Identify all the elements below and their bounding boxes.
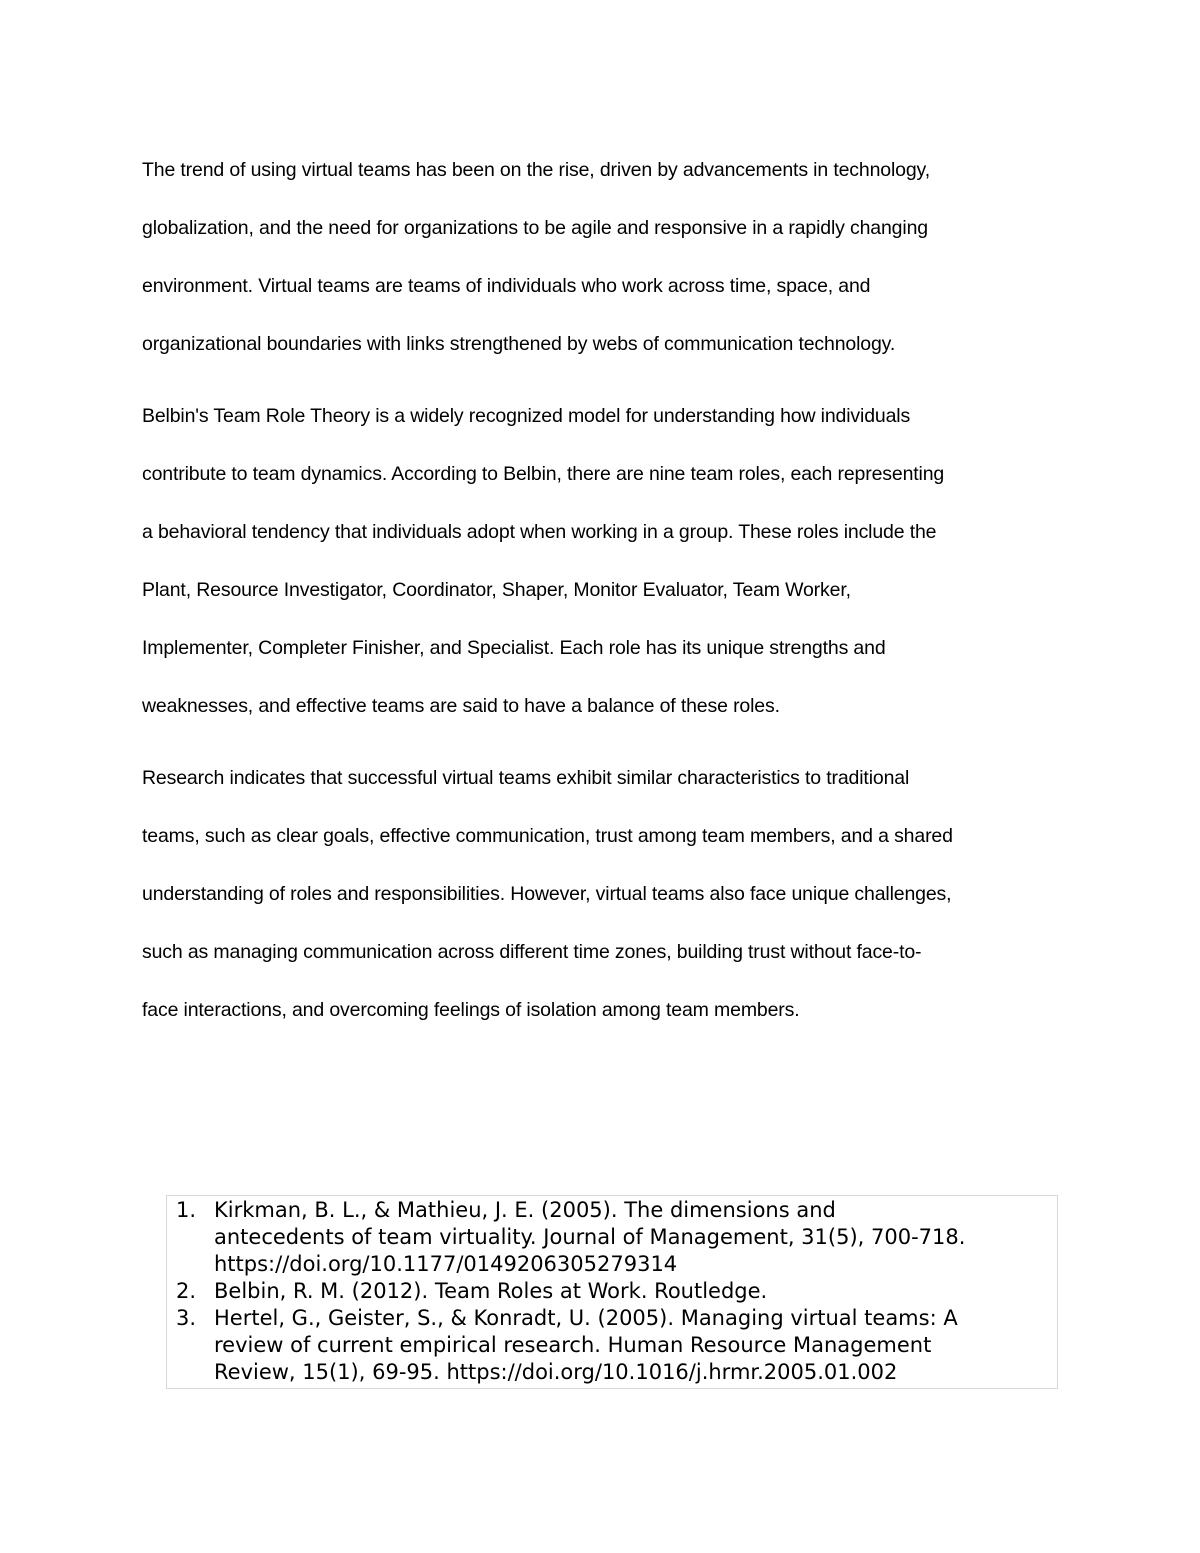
reference-number: 3. (176, 1306, 197, 1330)
text-line: contribute to team dynamics. According to Belbin, there are nine team roles, each representing (142, 463, 945, 485)
paragraph-gap (142, 373, 1072, 387)
text-line: a behavioral tendency that individuals adopt when working in a group. These roles include the (142, 521, 937, 543)
paragraph-research (142, 749, 1072, 1039)
text-line: understanding of roles and responsibilities. However, virtual teams also face unique challenges, (142, 883, 952, 905)
body-text (142, 141, 1072, 1039)
text-line: such as managing communication across different time zones, building trust without face-to- (142, 941, 922, 963)
text-line: Research indicates that successful virtual teams exhibit similar characteristics to traditional (142, 767, 910, 789)
text-line: The trend of using virtual teams has been on the rise, driven by advancements in technology, (142, 159, 930, 181)
paragraph-gap (142, 735, 1072, 749)
reference-text: Belbin, R. M. (2012). Team Roles at Work. Routledge. (214, 1279, 768, 1303)
reference-text: Review, 15(1), 69-95. https://doi.org/10.1016/j.hrmr.2005.01.002 (214, 1360, 898, 1384)
references-box (166, 1195, 1058, 1389)
text-line: teams, such as clear goals, effective communication, trust among team members, and a shared (142, 825, 953, 847)
reference-text: Kirkman, B. L., & Mathieu, J. E. (2005). The dimensions and (214, 1198, 836, 1222)
paragraph-virtual-teams (142, 141, 1072, 373)
text-line: globalization, and the need for organizations to be agile and responsive in a rapidly changing (142, 217, 928, 239)
text-line: organizational boundaries with links strengthened by webs of communication technology. (142, 333, 896, 355)
reference-item (167, 1305, 1059, 1386)
text-line: face interactions, and overcoming feelings of isolation among team members. (142, 999, 800, 1021)
reference-text: Hertel, G., Geister, S., & Konradt, U. (2005). Managing virtual teams: A (214, 1306, 958, 1330)
text-line: Plant, Resource Investigator, Coordinator, Shaper, Monitor Evaluator, Team Worker, (142, 579, 851, 601)
text-line: Belbin's Team Role Theory is a widely recognized model for understanding how individuals (142, 405, 911, 427)
reference-text: antecedents of team virtuality. Journal of Management, 31(5), 700-718. (214, 1225, 966, 1249)
text-line: environment. Virtual teams are teams of individuals who work across time, space, and (142, 275, 871, 297)
paragraph-belbin-roles (142, 387, 1072, 735)
text-line: weaknesses, and effective teams are said to have a balance of these roles. (142, 695, 780, 717)
references-list (167, 1197, 1059, 1386)
text-line: Implementer, Completer Finisher, and Specialist. Each role has its unique strengths and (142, 637, 886, 659)
reference-number: 2. (176, 1279, 197, 1303)
reference-link[interactable]: https://doi.org/10.1177/0149206305279314 (214, 1252, 678, 1276)
reference-item (167, 1197, 1059, 1278)
reference-number: 1. (176, 1198, 197, 1222)
reference-item (167, 1278, 1059, 1305)
reference-text: review of current empirical research. Human Resource Management (214, 1333, 932, 1357)
